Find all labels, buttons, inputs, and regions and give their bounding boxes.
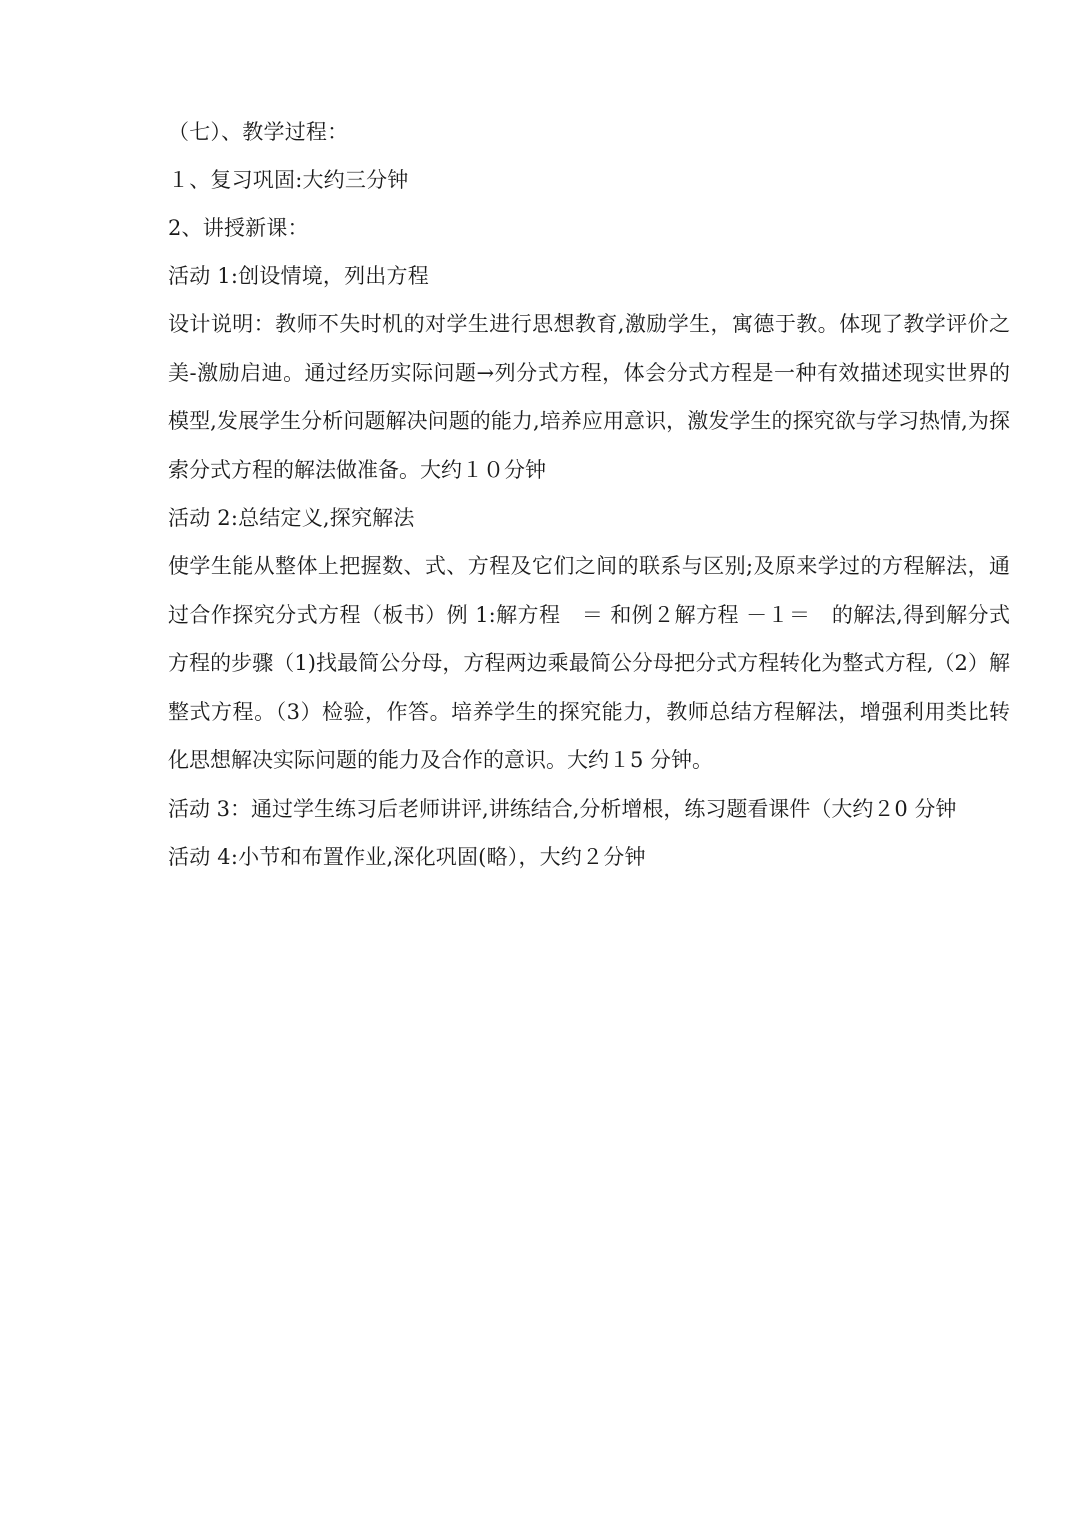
activity-2-description: 使学生能从整体上把握数、式、方程及它们之间的联系与区别;及原来学过的方程解法，通过合作探究分式方程（板书）例 1:解方程 ＝ 和例２解方程 －１＝ 的解法,得到解分式方程的步骤（1)找最简公分母，方程两边乘最简公分母把分式方程转化为整式方程,（2）解整式方程。（3）检验，作答。培养学生的探究能力，教师总结方程解法，增强利用类比转化思想解决实际问题的能力及合作的意识。大约１5 分钟。 [168, 554, 1010, 772]
section-heading: （七）、教学过程： [168, 120, 349, 144]
step-review: １、复习巩固:大约三分钟 [168, 168, 409, 192]
activity-3-description: 活动 3：通过学生练习后老师讲评,讲练结合,分析增根，练习题看课件（大约２0 分钟 [168, 796, 957, 821]
document-body [168, 108, 1010, 881]
activity-2-title: 活动 2:总结定义,探究解法 [168, 506, 415, 530]
activity-1-description: 设计说明：教师不失时机的对学生进行思想教育,激励学生，寓德于教。体现了教学评价之美-激励启迪。通过经历实际问题→列分式方程，体会分式方程是一种有效描述现实世界的模型,发展学生分析问题解决问题的能力,培养应用意识，激发学生的探究欲与学习热情,为探索分式方程的解法做准备。大约１０分钟 [168, 312, 1010, 482]
activity-1-title: 活动 1:创设情境，列出方程 [168, 264, 429, 288]
step-new-lesson: 2、讲授新课： [168, 216, 309, 240]
activity-4-title: 活动 4:小节和布置作业,深化巩固(略），大约２分钟 [168, 845, 646, 869]
